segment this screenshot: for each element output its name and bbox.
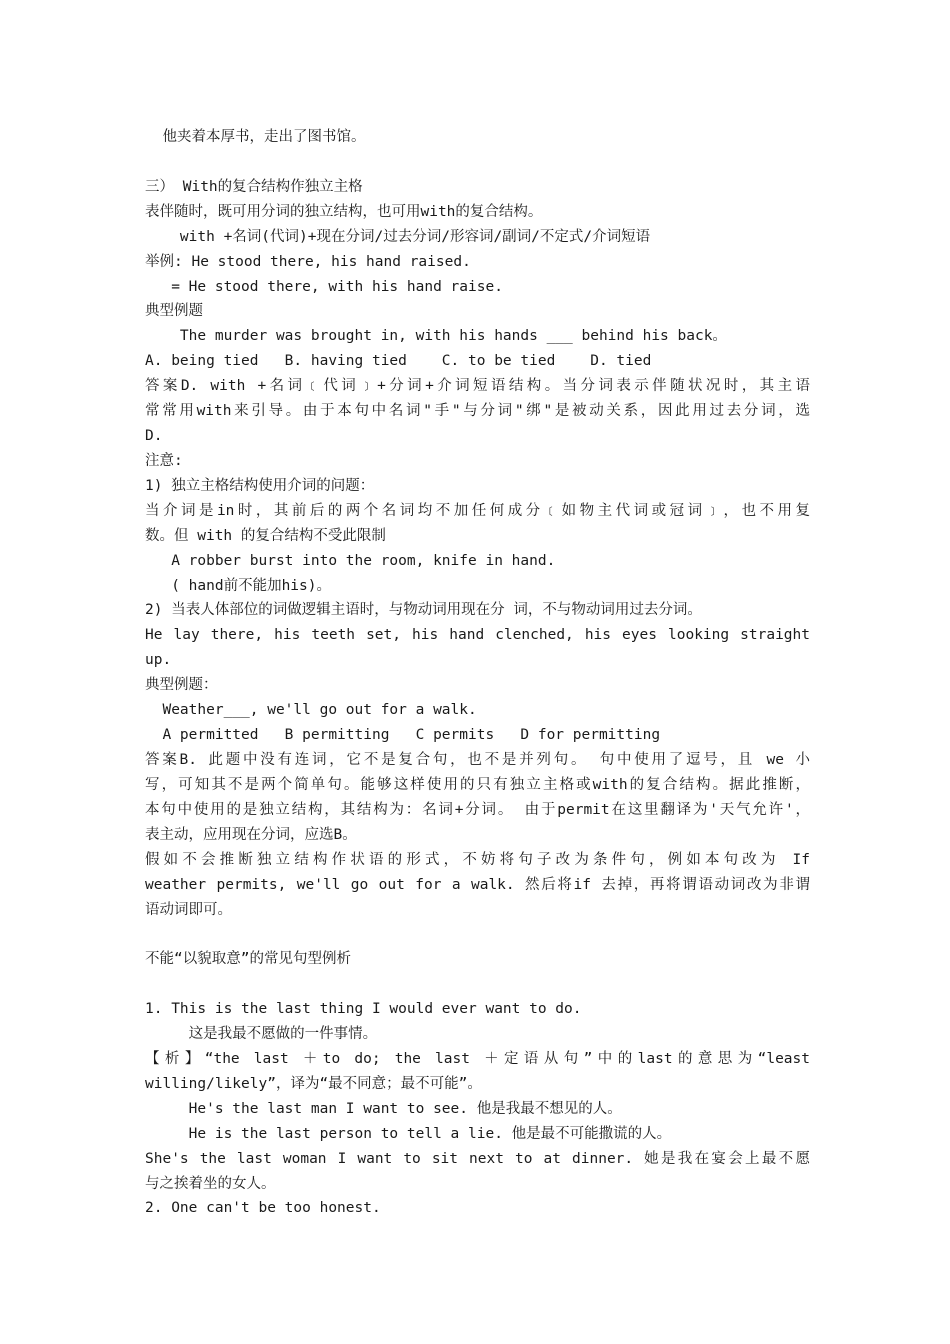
- text-line: 与之挨着坐的女人。: [145, 1176, 276, 1192]
- text-line: A robber burst into the room, knife in hand.: [145, 553, 556, 569]
- text-line: weather permits, we'll go out for a walk. 然后将if 去掉，再将谓语动词改为非谓: [145, 877, 810, 893]
- text-line: 举例: He stood there, his hand raised.: [145, 254, 471, 270]
- text-line: 1. This is the last thing I would ever want to do.: [145, 1001, 582, 1017]
- text-line: 典型例题：: [145, 677, 218, 693]
- text-line: 这是我最不愿做的一件事情。: [145, 1026, 378, 1042]
- text-line: He is the last person to tell a lie. 他是最不可能撒谎的人。: [145, 1126, 672, 1142]
- text-line: 语动词即可。: [145, 902, 232, 918]
- text-line: 表主动，应用现在分词，应选B。: [145, 827, 357, 843]
- text-line: with +名词(代词)+现在分词/过去分词/形容词/副词/不定式/介词短语: [145, 229, 651, 245]
- text-line: 当介词是in时，其前后的两个名词均不加任何成分﹝如物主代词或冠词﹞，也不用复: [145, 503, 810, 519]
- text-line: 表伴随时，既可用分词的独立结构，也可用with的复合结构。: [145, 204, 543, 220]
- text-line: 本句中使用的是独立结构，其结构为：名词+分词。 由于permit在这里翻译为'天气允许'，: [145, 802, 810, 818]
- text-line: 1) 独立主格结构使用介词的问题：: [145, 478, 375, 494]
- text-line: 数。但 with 的复合结构不受此限制: [145, 528, 386, 544]
- text-line: 他夹着本厚书，走出了图书馆。: [145, 129, 366, 145]
- text-line: A permitted B permitting C permits D for permitting: [145, 727, 661, 743]
- section-heading: 三） With的复合结构作独立主格: [145, 179, 363, 195]
- text-line: She's the last woman I want to sit next to at dinner. 她是我在宴会上最不愿: [145, 1151, 810, 1167]
- section-heading: 不能“以貌取意”的常见句型例析: [145, 951, 351, 967]
- text-line: He lay there, his teeth set, his hand clenched, his eyes looking straight: [145, 627, 810, 643]
- text-line: 2. One can't be too honest.: [145, 1200, 381, 1216]
- text-line: He's the last man I want to see. 他是我最不想见的人。: [145, 1101, 622, 1117]
- text-line: up.: [145, 652, 172, 668]
- text-line: A. being tied B. having tied C. to be tied D. tied: [145, 353, 652, 369]
- text-line: 注意:: [145, 453, 183, 469]
- text-line: willing/likely”，译为“最不同意；最不可能”。: [145, 1076, 482, 1092]
- text-line: 假如不会推断独立结构作状语的形式，不妨将句子改为条件句，例如本句改为 If: [145, 852, 810, 868]
- text-line: = He stood there, with his hand raise.: [145, 279, 503, 295]
- text-line: 答案B. 此题中没有连词，它不是复合句，也不是并列句。 句中使用了逗号，且 we 小: [145, 752, 810, 768]
- text-line: D.: [145, 428, 163, 444]
- text-line: 典型例题: [145, 303, 203, 319]
- text-line: 常常用with来引导。由于本句中名词"手"与分词"绑"是被动关系，因此用过去分词，选: [145, 403, 810, 419]
- text-line: 答案D. with +名词﹝代词﹞+分词+介词短语结构。当分词表示伴随状况时，其主语: [145, 378, 810, 394]
- text-line: 2) 当表人体部位的词做逻辑主语时，与物动词用现在分 词，不与物动词用过去分词。: [145, 602, 702, 618]
- text-line: 写，可知其不是两个简单句。能够这样使用的只有独立主格或with的复合结构。据此推断，: [145, 777, 810, 793]
- text-line: The murder was brought in, with his hands ___ behind his back。: [145, 328, 727, 344]
- text-line: 【析】“the last ＋to do; the last ＋定语从句”中的last的意思为“least: [145, 1051, 810, 1067]
- text-line: ( hand前不能加his)。: [145, 578, 331, 594]
- text-line: Weather___, we'll go out for a walk.: [145, 702, 477, 718]
